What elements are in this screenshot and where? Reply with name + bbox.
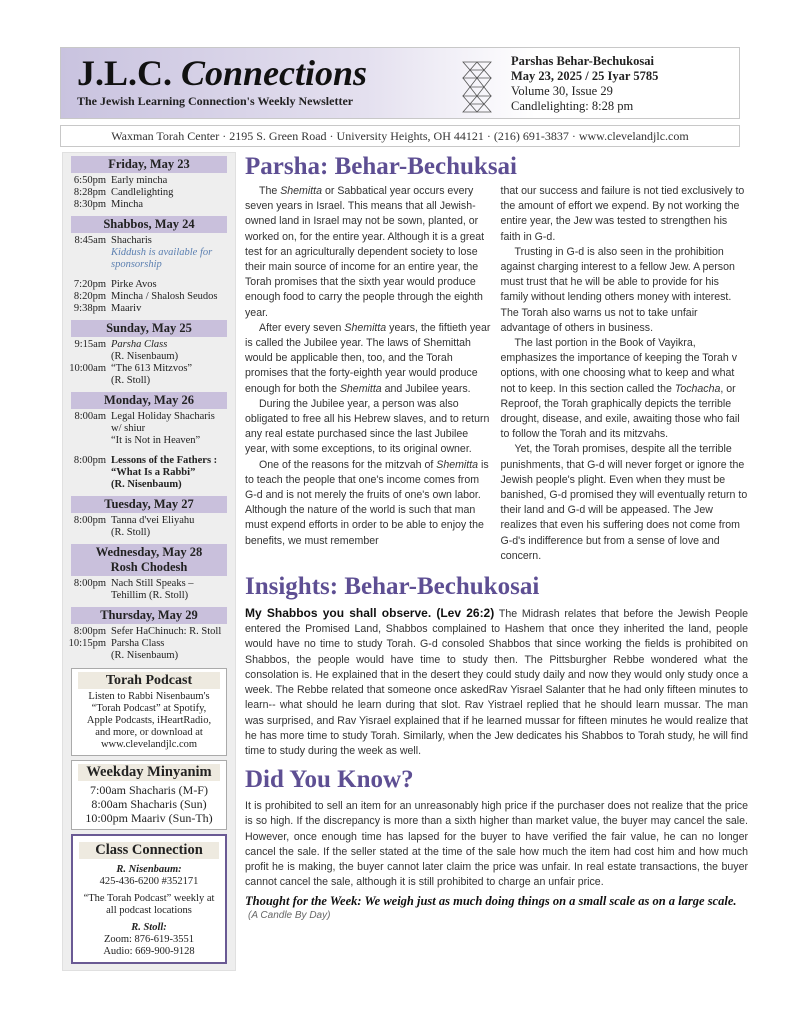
event-list <box>63 173 235 213</box>
issue-info <box>511 54 658 114</box>
event-time: 8:00pm <box>73 578 106 589</box>
event-line: (R. Nisenbaum) <box>111 650 179 661</box>
event-line: Mincha <box>111 199 144 210</box>
schedule-event <box>67 187 231 199</box>
schedule-event <box>67 175 231 187</box>
event-line: (R. Stoll) <box>111 375 151 386</box>
event-line: (R. Stoll) <box>111 527 151 538</box>
event-description <box>111 339 231 363</box>
event-time: 8:30pm <box>73 199 106 210</box>
minyanim-heading: Weekday Minyanim <box>78 764 220 781</box>
newsletter-subtitle: The Jewish Learning Connection's Weekly Newsletter <box>77 94 354 108</box>
event-time: 10:00am <box>69 363 106 374</box>
weekday-minyanim-box <box>71 760 227 830</box>
event-time: 8:00pm <box>73 626 106 637</box>
day-header: Sunday, May 25 <box>71 320 227 337</box>
teacher-name: R. Nisenbaum: <box>116 864 182 875</box>
schedule-event <box>67 626 231 638</box>
event-line: (R. Nisenbaum) <box>111 479 182 490</box>
event-line: Lessons of the Fathers : <box>111 455 218 466</box>
event-line: w/ shiur <box>111 423 146 434</box>
event-time: 9:15am <box>74 339 106 350</box>
candlelighting-time: Candlelighting: 8:28 pm <box>511 99 634 113</box>
event-time: 8:00pm <box>73 455 106 466</box>
event-time: 10:15pm <box>68 638 106 649</box>
event-line: Early mincha <box>111 175 168 186</box>
event-description <box>111 199 231 211</box>
event-line: Shacharis <box>111 235 152 246</box>
schedule-event <box>67 303 231 315</box>
schedule-event <box>67 199 231 211</box>
parsha-paragraph: One of the reasons for the mitzvah of Shemitta is to teach the people that one's income comes from G-d and is not merely the fruits of one's own labor. Although the nature of the world is such that man must expend efforts in order to be able to enjoy the benefits, we must remember <box>245 458 489 547</box>
event-line: Nach Still Speaks – <box>111 578 194 589</box>
class-connection-box <box>71 834 227 964</box>
event-description <box>111 291 231 303</box>
insights-lead: My Shabbos you shall observe. (Lev 26:2) <box>245 606 495 621</box>
schedule-event <box>67 363 231 387</box>
event-time: 8:00pm <box>73 515 106 526</box>
event-list <box>63 576 235 604</box>
newsletter-title: J.L.C. Connections <box>77 53 368 93</box>
event-time: 8:45am <box>74 235 106 246</box>
event-list <box>63 337 235 389</box>
parsha-paragraph: The last portion in the Book of Vayikra, emphasizes the importance of keeping the Torah v options, with one choosing what to keep and what not to keep. In this section called the Tochacha, or Reproof, the Torah graphically depicts the terrible drought, disease, and exile, awaiting those who fail to follow the Torah and its mitzvahs. <box>500 337 740 441</box>
day-header: Wednesday, May 28 Rosh Chodesh <box>71 544 227 576</box>
day-header: Friday, May 23 <box>71 156 227 173</box>
event-line: Sefer HaChinuch: R. Stoll <box>111 626 222 637</box>
event-description <box>111 235 231 271</box>
event-line: Tehillim (R. Stoll) <box>111 590 189 601</box>
event-line: Candlelighting <box>111 187 174 198</box>
main-content <box>245 152 748 922</box>
event-description <box>111 515 231 539</box>
event-time: 6:50pm <box>73 175 106 186</box>
event-line: Tanna d'vei Eliyahu <box>111 515 195 526</box>
event-description <box>111 363 231 387</box>
schedule-event <box>67 578 231 602</box>
schedule-event <box>67 235 231 271</box>
event-time: 7:20pm <box>73 279 106 290</box>
day-header: Tuesday, May 27 <box>71 496 227 513</box>
schedule-event <box>67 339 231 363</box>
did-you-know-body: It is prohibited to sell an item for an unreasonably high price if the purchaser does not realize that the price is so high. If the discrepancy is more than a sixth higher than market value, the buyer may cancel the sale. However, once enough time has lapsed for the buyer to have verified the fair value, he can no longer cancel the sale. If the seller stated at the time of the sale how much the item had cost him and how much profit he is making, the buyer cannot later claim the price was unfair. In real estate transactions, the buyer cannot cancel the sale, although it is still prohibited to charge an unfair price. <box>245 800 748 889</box>
parsha-heading: Parsha: Behar-Bechuksai <box>245 153 517 180</box>
event-time: 8:00am <box>74 411 106 422</box>
event-line: Legal Holiday Shacharis <box>111 411 215 422</box>
schedule-list <box>63 156 235 664</box>
event-line: Parsha Class <box>111 339 168 350</box>
event-list <box>63 233 235 317</box>
issue-volume: Volume 30, Issue 29 <box>511 84 613 98</box>
minyan-row: 8:00am Shacharis (Sun) <box>91 797 207 811</box>
triangle-logo-icon <box>461 60 493 114</box>
address-bar: Waxman Torah Center · 2195 S. Green Road · University Heights, OH 44121 · (216) 691-3837 · www.clevelandjlc.com <box>60 125 740 147</box>
event-line: Parsha Class <box>111 638 165 649</box>
podcast-note: “The Torah Podcast” weekly at all podcast locations <box>83 893 215 916</box>
event-line: Pirke Avos <box>111 279 157 290</box>
schedule-event <box>67 411 231 447</box>
teacher-name: R. Stoll: <box>131 922 167 933</box>
schedule-event <box>67 291 231 303</box>
event-description <box>111 455 231 491</box>
masthead <box>60 47 740 119</box>
event-time: 9:38pm <box>73 303 106 314</box>
event-line: Maariv <box>111 303 142 314</box>
zoom-number: Zoom: 876-619-3551 <box>103 934 195 945</box>
event-line: “What Is a Rabbi” <box>111 467 196 478</box>
parsha-paragraph: that our success and failure is not tied exclusively to the amount of effort we expend. By not working the entire year, the Jew was tested to strengthen his faith in G-d. <box>500 185 745 243</box>
minyan-row: 7:00am Shacharis (M-F) <box>90 783 208 797</box>
parsha-paragraph: During the Jubilee year, a person was also obligated to free all his Hebrew slaves, and to return any real estate purchased since the last Jubilee year, with some exceptions, to its original owner. <box>245 397 490 456</box>
schedule-sidebar <box>62 152 236 971</box>
parsha-column-2 <box>501 184 749 564</box>
insights-heading: Insights: Behar-Bechukosai <box>245 573 540 601</box>
phone-number: 425-436-6200 #352171 <box>99 876 199 887</box>
event-time: 8:28pm <box>73 187 106 198</box>
event-line: “The 613 Mitzvos” <box>111 363 193 374</box>
event-line: “It is Not in Heaven” <box>111 435 201 446</box>
torah-podcast-box <box>71 668 227 756</box>
schedule-event <box>67 455 231 491</box>
event-line: Kiddush is available for sponsorship <box>111 247 213 270</box>
event-line: Mincha / Shalosh Seudos <box>111 291 218 302</box>
podcast-heading: Torah Podcast <box>78 672 220 689</box>
audio-number: Audio: 669-900-9128 <box>103 946 195 957</box>
event-description <box>111 638 231 662</box>
parsha-name: Parshas Behar-Bechukosai <box>511 54 654 68</box>
event-description <box>111 626 231 638</box>
day-header: Monday, May 26 <box>71 392 227 409</box>
podcast-text: Listen to Rabbi Nisenbaum's “Torah Podcast” at Spotify, Apple Podcasts, iHeartRadio, and more, or download at www.clevelandjlc.com <box>86 691 212 750</box>
day-header: Shabbos, May 24 <box>71 216 227 233</box>
event-description <box>111 578 231 602</box>
thought-source: (A Candle By Day) <box>248 910 331 922</box>
event-list <box>63 624 235 664</box>
parsha-columns <box>245 184 748 564</box>
parsha-column-1 <box>245 184 493 564</box>
parsha-paragraph: The Shemitta or Sabbatical year occurs every seven years in Israel. This means that all Jewish-owned land in Israel may not be sown, planted, or worked on, for the entire year. Although it is a great test for an agriculturally dependent society to lose their main source of income for an entire year, the Torah promises that the sixth year would produce enough food to carry the people through the eighth year. <box>245 185 485 319</box>
issue-date: May 23, 2025 / 25 Iyar 5785 <box>511 69 659 83</box>
event-list <box>63 409 235 493</box>
event-time: 8:20pm <box>73 291 106 302</box>
schedule-event <box>67 638 231 662</box>
did-you-know-heading: Did You Know? <box>245 766 414 794</box>
event-description <box>111 411 231 447</box>
parsha-paragraph: Trusting in G-d is also seen in the prohibition against charging interest to a fellow Jew. A person must trust that he will be able to provide for his family without lending others money with interest. The Torah also warns us not to take unfair advantage of others in business. <box>500 245 735 334</box>
event-list <box>63 513 235 541</box>
event-description <box>111 279 231 291</box>
event-description <box>111 175 231 187</box>
parsha-paragraph: After every seven Shemitta years, the fiftieth year is called the Jubilee year. The laws of Shemittah would be applicable then, too, and the Torah promises that the forty-eighth year would produce enough for both the Shemitta and Jubilee years. <box>245 321 491 395</box>
minyan-row: 10:00pm Maariv (Sun-Th) <box>85 811 213 825</box>
schedule-event <box>67 515 231 539</box>
schedule-event <box>67 279 231 291</box>
event-description <box>111 303 231 315</box>
class-connection-heading: Class Connection <box>79 842 219 859</box>
thought-for-the-week: Thought for the Week: We weigh just as much doing things on a small scale as on a large scale. <box>245 894 737 909</box>
event-description <box>111 187 231 199</box>
insights-body: My Shabbos you shall observe. (Lev 26:2) The Midrash relates that before the Jewish People entered the Promised Land, Shabbos complained to Hashem that once they inherited the land, people would have no time to study Torah. G-d consoled Shabbos that since working the fields is prohibited on Shabbos, the people would have time to study then. The Pittsburgher Rebbe wondered what the consolation is. He explained that in the desert they could study daily and now they would only study once a week. The Rebbe related that someone once askedRav Yisrael Salanter that he had only fifteen minutes to learn-- what should he learn during that slot. Rav Yistrael replied that he should learn mussar. The man was surprised, and Rav Yisrael explained that if he learned mussar for fifteen minutes he would realize that he has more time to study Torah. Similarly, when the Jew dedicates his Shabbos to Torah study, he will find time to study during the week as well. <box>245 606 748 757</box>
day-header: Thursday, May 29 <box>71 607 227 624</box>
parsha-paragraph: Yet, the Torah promises, despite all the terrible punishments, that G-d will never forget or ignore the Jewish people's plight. Even when they must be banished, G-d promised they will eventually return to their land and G-d will be appeased. The Jew realizes that even his suffering does not come from G-d's indifference but from a sense of love and concern. <box>500 443 748 562</box>
event-line: (R. Nisenbaum) <box>111 351 179 362</box>
